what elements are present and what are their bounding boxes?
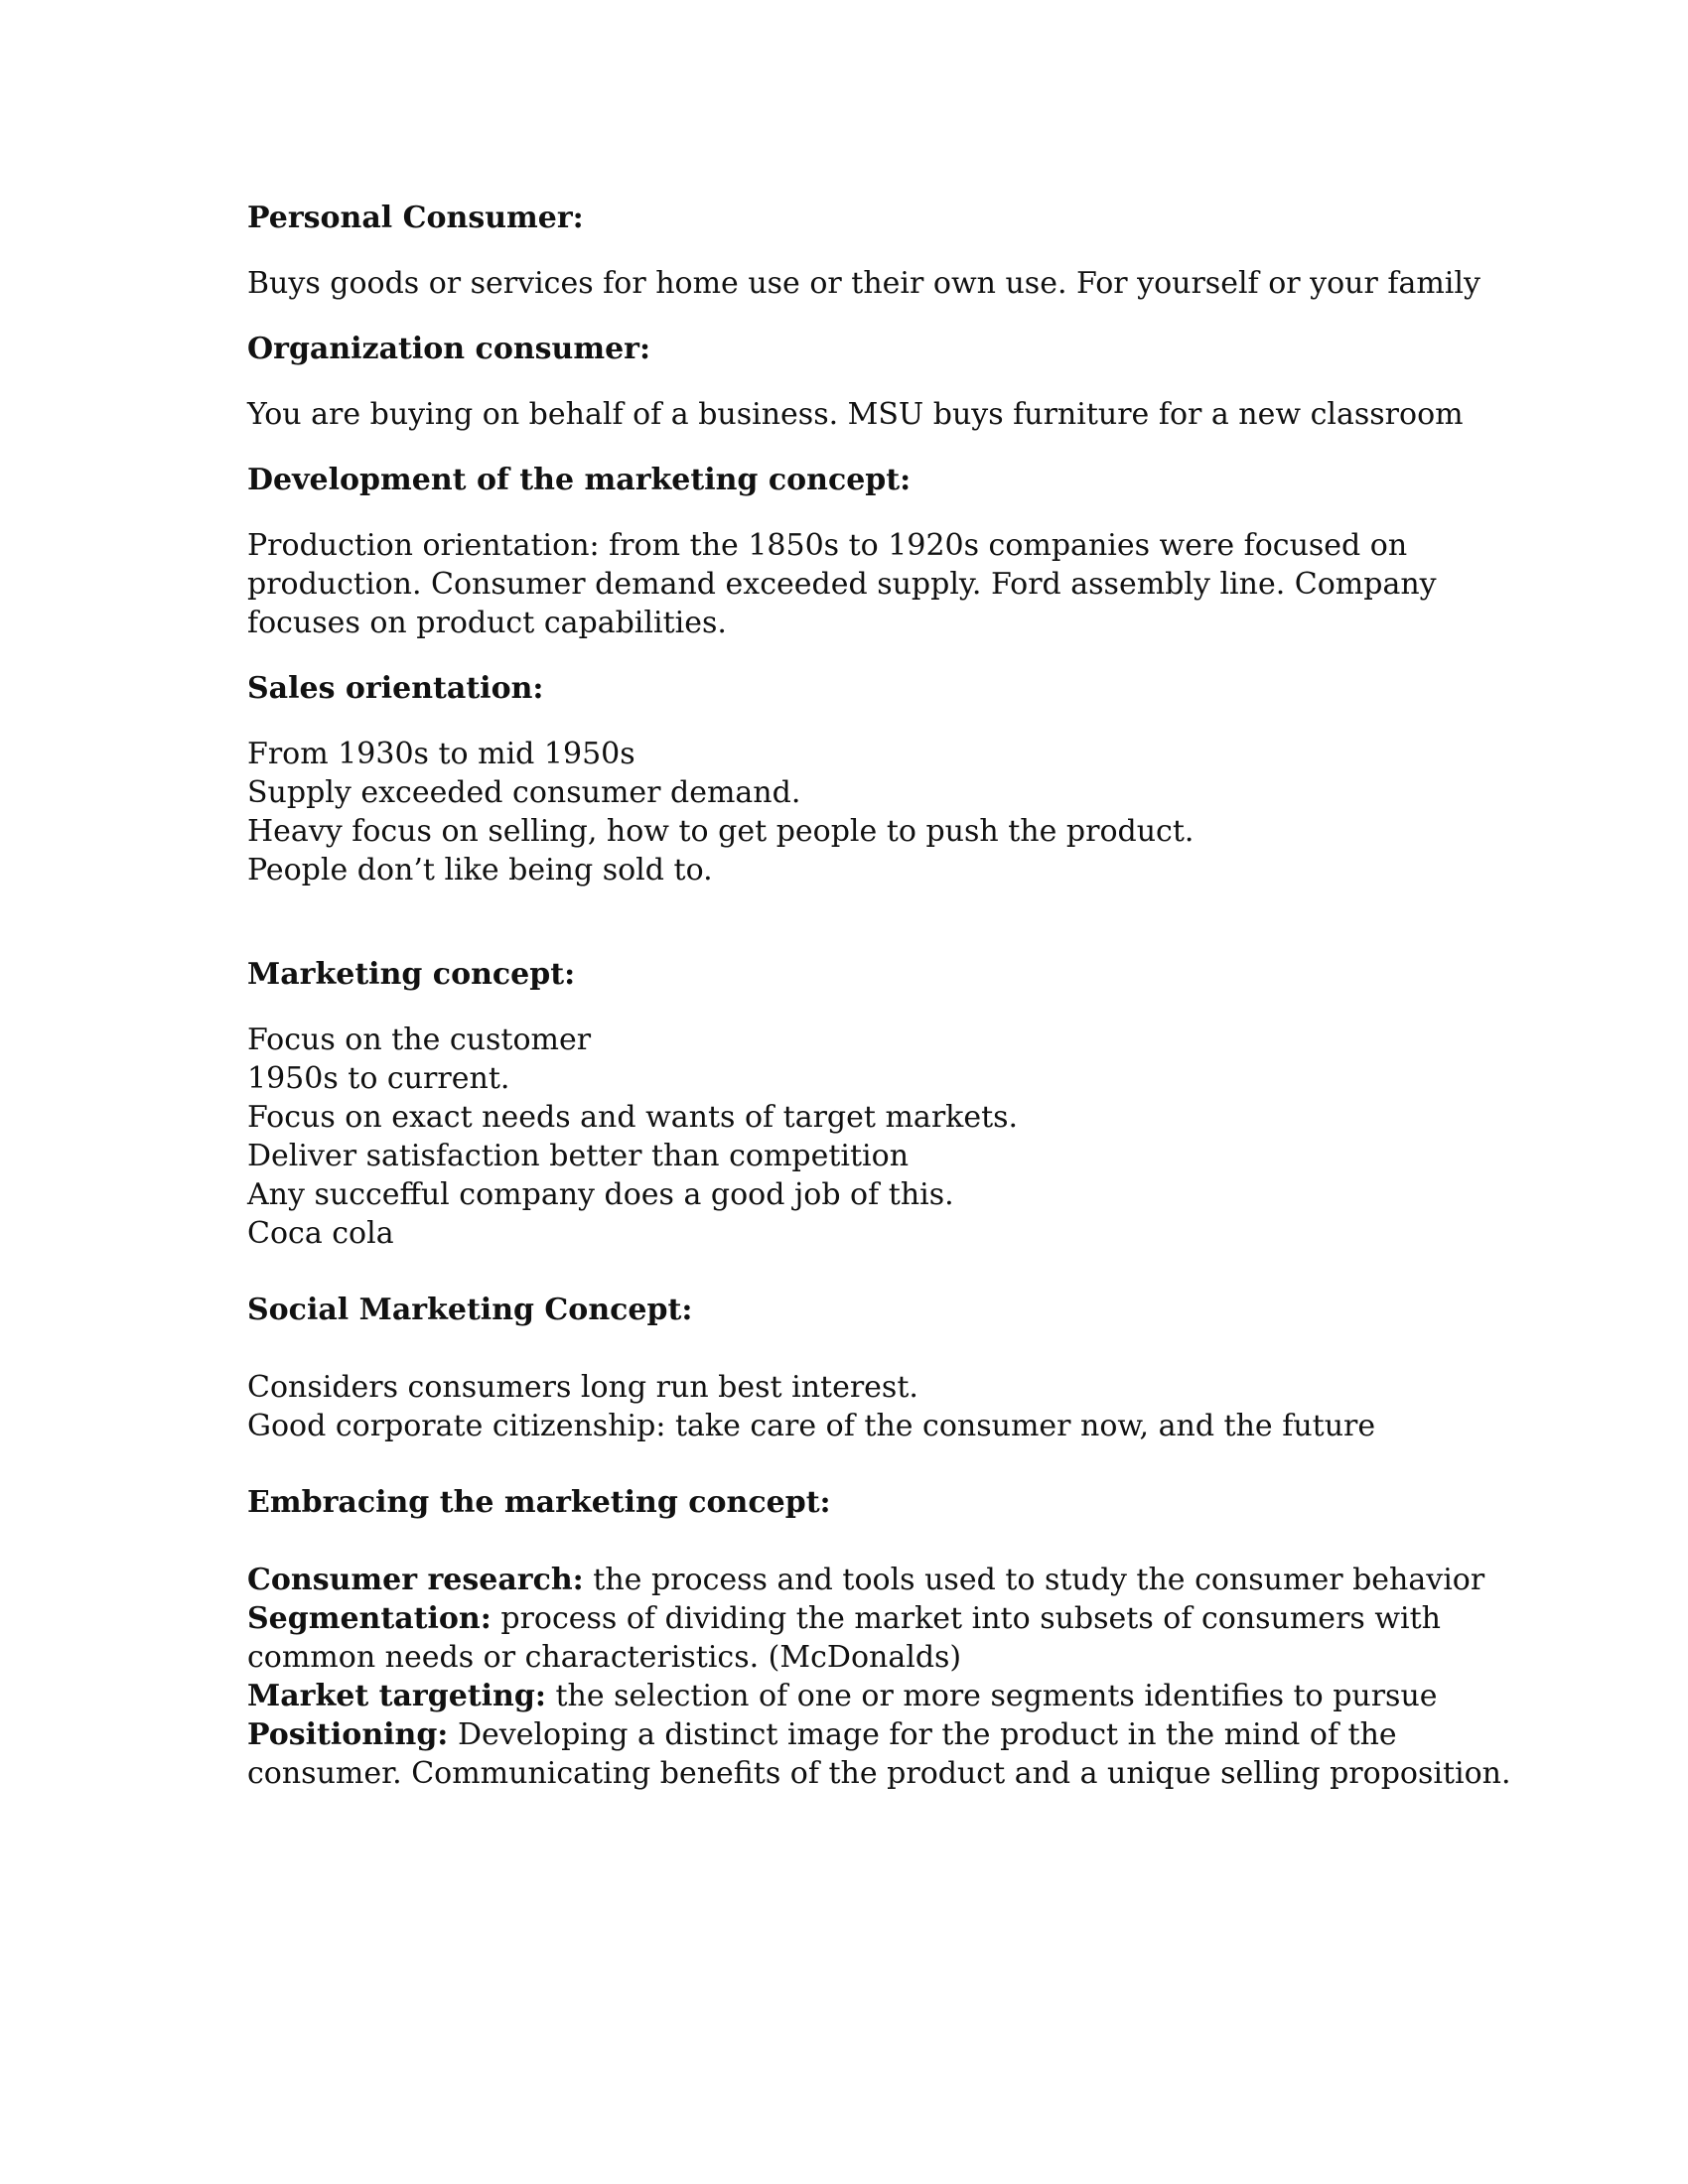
paragraph-development xyxy=(247,526,1488,642)
definition-text: the selection of one or more segments identifies to pursue xyxy=(555,1679,1438,1713)
text-line: Focus on exact needs and wants of target markets. xyxy=(247,1100,1019,1135)
text-line: Production orientation: from the 1850s to 1920s companies were focused on xyxy=(247,528,1408,563)
text-line: Good corporate citizenship: take care of the consumer now, and the future xyxy=(247,1409,1376,1443)
text-line xyxy=(247,1561,1488,1599)
paragraph-sales-orientation xyxy=(247,735,1488,889)
text-line: focuses on product capabilities. xyxy=(247,606,727,640)
paragraph-social-marketing-concept xyxy=(247,1368,1488,1445)
text-line: Deliver satisfaction better than competition xyxy=(247,1139,910,1173)
text-line: From 1930s to mid 1950s xyxy=(247,737,635,771)
text-line: common needs or characteristics. (McDonalds) xyxy=(247,1640,962,1675)
embracing-definitions xyxy=(247,1561,1511,1793)
text-line: 1950s to current. xyxy=(247,1061,510,1096)
definition-consumer-research xyxy=(247,1561,1488,1599)
definition-segmentation xyxy=(247,1599,1488,1677)
text-line xyxy=(247,1677,1488,1715)
text-line: Coca cola xyxy=(247,1216,394,1251)
heading-organization-consumer: Organization consumer: xyxy=(247,332,651,366)
heading-embracing: Embracing the marketing concept: xyxy=(247,1485,831,1520)
term-label: Positioning: xyxy=(247,1717,449,1752)
text-line: Any succefful company does a good job of this. xyxy=(247,1177,954,1212)
text-line xyxy=(247,1715,1488,1754)
heading-social-marketing-concept: Social Marketing Concept: xyxy=(247,1293,693,1327)
definition-text: process of dividing the market into subsets of consumers with xyxy=(500,1601,1441,1636)
definition-text: the process and tools used to study the consumer behavior xyxy=(593,1563,1485,1597)
heading-sales-orientation: Sales orientation: xyxy=(247,671,544,706)
definition-positioning xyxy=(247,1715,1511,1793)
term-label: Segmentation: xyxy=(247,1601,492,1636)
term-label: Consumer research: xyxy=(247,1563,584,1597)
text-line: consumer. Communicating benefits of the product and a unique selling proposition. xyxy=(247,1756,1511,1791)
heading-personal-consumer: Personal Consumer: xyxy=(247,201,584,235)
paragraph-personal-consumer: Buys goods or services for home use or their own use. For yourself or your family xyxy=(247,266,1480,301)
paragraph-marketing-concept xyxy=(247,1021,1488,1253)
text-line: Considers consumers long run best interest. xyxy=(247,1370,918,1405)
definition-market-targeting xyxy=(247,1677,1488,1715)
document-body xyxy=(247,199,1511,1793)
text-line: Supply exceeded consumer demand. xyxy=(247,775,801,810)
heading-marketing-concept: Marketing concept: xyxy=(247,957,576,992)
text-line: Heavy focus on selling, how to get people to push the product. xyxy=(247,814,1195,849)
term-label: Market targeting: xyxy=(247,1679,546,1713)
paragraph-organization-consumer: You are buying on behalf of a business. MSU buys furniture for a new classroom xyxy=(247,397,1464,432)
text-line: People don’t like being sold to. xyxy=(247,853,713,887)
definition-text: Developing a distinct image for the product in the mind of the xyxy=(457,1717,1397,1752)
heading-development: Development of the marketing concept: xyxy=(247,463,912,497)
text-line xyxy=(247,1599,1488,1638)
text-line: production. Consumer demand exceeded supply. Ford assembly line. Company xyxy=(247,567,1437,602)
text-line: Focus on the customer xyxy=(247,1023,592,1057)
